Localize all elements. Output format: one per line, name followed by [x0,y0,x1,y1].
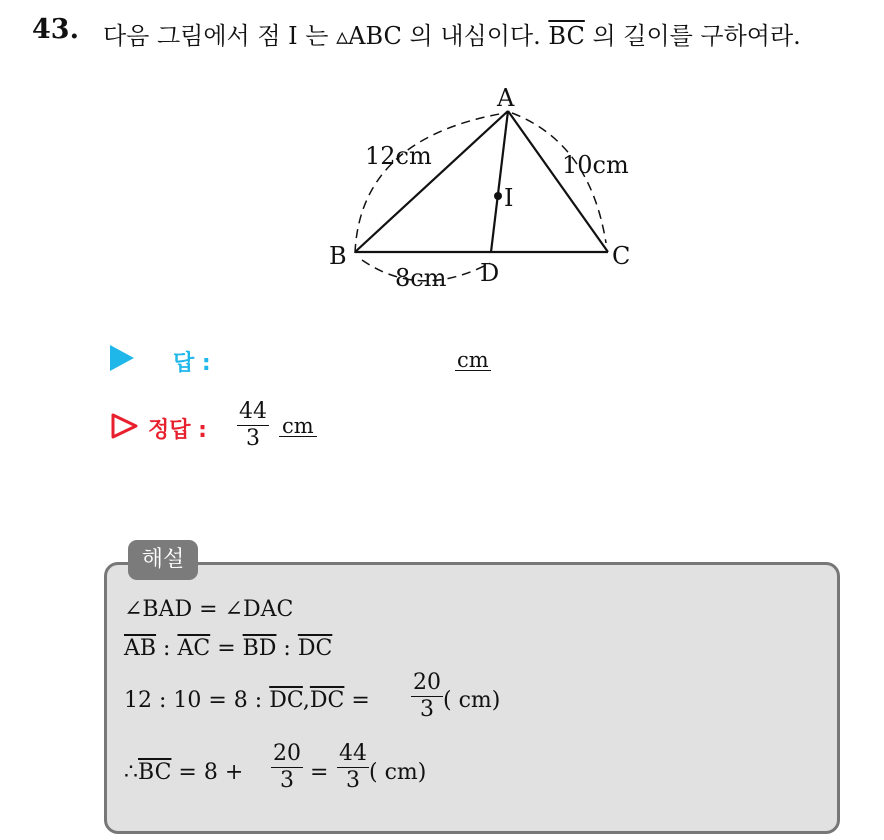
equals-sign: = [344,688,370,713]
incenter-point [494,192,502,200]
vertex-label-d: D [480,259,500,287]
question-text-part1: 다음 그림에서 점 I 는 ▵ABC 의 내심이다. [103,22,549,50]
answer-label: 답 : [173,351,211,376]
length-label-ac: 10cm [562,151,629,179]
segment-dc: $\overline{DC}$ [269,688,303,713]
vertex-label-b: B [329,242,347,270]
outline-arrow-icon [110,412,140,440]
ratio-colon: : [156,636,178,661]
fraction-denominator: 3 [246,426,260,451]
segment-bc: $\overline{BC}$ [548,22,585,50]
sum-expression: = 8 + [171,760,244,785]
fraction-numerator: 20 [273,741,301,766]
correct-answer-label: 정답 : [148,418,207,443]
ratio-colon: : [276,636,298,661]
fraction-44-over-3 [337,741,369,794]
triangle-figure [300,78,660,303]
segment-bc: $\overline{BC}$ [138,760,172,785]
equals-sign: = [310,760,329,785]
question-text [103,16,801,51]
fraction-denominator: 3 [280,768,294,793]
side-ac [508,111,608,252]
fraction-20-over-3 [411,670,443,723]
fraction-denominator: 3 [420,697,434,722]
explanation-line-1: ∠BAD = ∠DAC [124,597,294,622]
equals-sign: = [210,636,243,661]
segment-dc: $\overline{DC}$ [297,636,333,661]
explanation-line-2 [124,636,332,661]
segment-bd: $\overline{BD}$ [242,636,277,661]
question-number: 43. [32,14,79,45]
vertex-label-c: C [612,242,631,270]
fraction-denominator: 3 [346,768,360,793]
ratio-expression: 12 : 10 = 8 : [124,688,270,713]
unit-cm: ( cm) [443,688,501,713]
play-arrow-icon [110,345,134,371]
explanation-tag: 해설 [128,540,198,580]
answer-unit: cm [457,348,489,372]
segment-ab: $\overline{AB}$ [124,636,157,661]
question-text-part2: 의 길이를 구하여라. [584,22,801,50]
fraction-numerator: 20 [413,670,441,695]
unit-cm: ( cm) [369,760,427,785]
length-label-bd: 8cm [395,264,447,292]
incenter-label-i: I [504,184,514,212]
segment-dc: $\overline{DC}$ [309,688,345,713]
side-ab [355,111,508,252]
bisector-ad [491,111,508,252]
therefore-symbol: ∴ [124,760,138,785]
comma: , [302,688,310,713]
explanation-line-4 [124,760,243,785]
fraction-20-over-3 [271,741,303,794]
fraction-numerator: 44 [239,399,267,424]
explanation-line-3 [124,688,370,713]
segment-ac: $\overline{AC}$ [177,636,211,661]
correct-answer-fraction [237,399,269,452]
correct-answer-unit: cm [279,416,317,437]
vertex-label-a: A [497,84,515,112]
fraction-numerator: 44 [339,741,367,766]
length-label-ab: 12cm [365,142,432,170]
